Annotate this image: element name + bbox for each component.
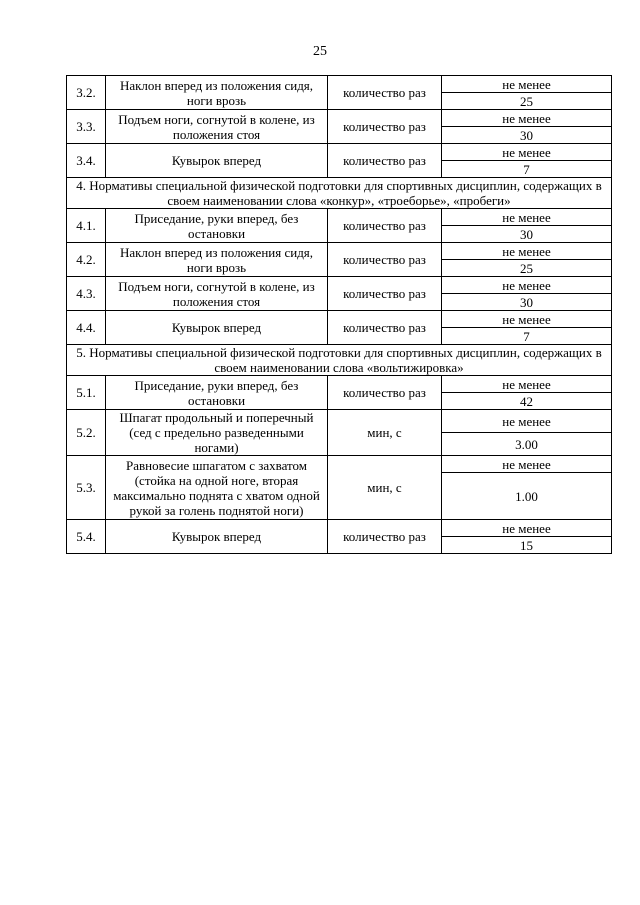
item-number: 3.2. — [67, 76, 106, 110]
item-number: 4.2. — [67, 243, 106, 277]
exercise-name: Подъем ноги, согнутой в колене, из положения стоя — [106, 110, 328, 144]
section-row — [67, 345, 612, 376]
norm-value: 30 — [442, 127, 612, 144]
table-row — [67, 520, 612, 537]
unit-cell: количество раз — [328, 520, 442, 554]
table-row — [67, 277, 612, 294]
page-number: 25 — [313, 44, 327, 59]
item-number: 5.3. — [67, 456, 106, 520]
table-row — [67, 110, 612, 127]
norm-value: 25 — [442, 260, 612, 277]
value-header: не менее — [442, 209, 612, 226]
table-row — [67, 144, 612, 161]
exercise-name: Кувырок вперед — [106, 311, 328, 345]
table-row — [67, 410, 612, 433]
value-header: не менее — [442, 456, 612, 473]
item-number: 3.3. — [67, 110, 106, 144]
value-header: не менее — [442, 376, 612, 393]
norm-value: 1.00 — [442, 473, 612, 520]
norm-value: 3.00 — [442, 433, 612, 456]
norm-value: 30 — [442, 294, 612, 311]
table-row — [67, 311, 612, 328]
norm-value: 15 — [442, 537, 612, 554]
unit-cell: количество раз — [328, 76, 442, 110]
unit-cell: количество раз — [328, 376, 442, 410]
norm-value: 25 — [442, 93, 612, 110]
exercise-name: Приседание, руки вперед, без остановки — [106, 376, 328, 410]
norm-value: 7 — [442, 161, 612, 178]
item-number: 4.1. — [67, 209, 106, 243]
value-header: не менее — [442, 277, 612, 294]
value-header: не менее — [442, 410, 612, 433]
norm-value: 42 — [442, 393, 612, 410]
item-number: 3.4. — [67, 144, 106, 178]
section-heading: 4. Нормативы специальной физической подготовки для спортивных дисциплин, содержащих в своем наименовании слова «конкур», «троеборье», «пробеги» — [67, 178, 612, 209]
value-header: не менее — [442, 311, 612, 328]
section-heading: 5. Нормативы специальной физической подготовки для спортивных дисциплин, содержащих в своем наименовании слова «вольтижировка» — [67, 345, 612, 376]
item-number: 4.3. — [67, 277, 106, 311]
unit-cell: мин, с — [328, 456, 442, 520]
value-header: не менее — [442, 144, 612, 161]
item-number: 5.1. — [67, 376, 106, 410]
table-row — [67, 209, 612, 226]
unit-cell: количество раз — [328, 277, 442, 311]
value-header: не менее — [442, 110, 612, 127]
table-row — [67, 456, 612, 473]
item-number: 5.4. — [67, 520, 106, 554]
unit-cell: количество раз — [328, 110, 442, 144]
exercise-name: Кувырок вперед — [106, 144, 328, 178]
exercise-name: Подъем ноги, согнутой в колене, из положения стоя — [106, 277, 328, 311]
table-row — [67, 76, 612, 93]
unit-cell: количество раз — [328, 209, 442, 243]
norm-value: 7 — [442, 328, 612, 345]
item-number: 4.4. — [67, 311, 106, 345]
exercise-name: Равновесие шпагатом с захватом (стойка на одной ноге, вторая максимально поднята с хватом одной рукой за голень поднятой ноги) — [106, 456, 328, 520]
norm-value: 30 — [442, 226, 612, 243]
exercise-name: Приседание, руки вперед, без остановки — [106, 209, 328, 243]
norms-table — [66, 75, 612, 554]
unit-cell: количество раз — [328, 311, 442, 345]
unit-cell: количество раз — [328, 144, 442, 178]
table-row — [67, 376, 612, 393]
unit-cell: количество раз — [328, 243, 442, 277]
exercise-name: Наклон вперед из положения сидя, ноги врозь — [106, 243, 328, 277]
table-row — [67, 243, 612, 260]
section-row — [67, 178, 612, 209]
exercise-name: Шпагат продольный и поперечный (сед с предельно разведенными ногами) — [106, 410, 328, 456]
value-header: не менее — [442, 243, 612, 260]
value-header: не менее — [442, 520, 612, 537]
exercise-name: Кувырок вперед — [106, 520, 328, 554]
item-number: 5.2. — [67, 410, 106, 456]
value-header: не менее — [442, 76, 612, 93]
unit-cell: мин, с — [328, 410, 442, 456]
exercise-name: Наклон вперед из положения сидя, ноги врозь — [106, 76, 328, 110]
